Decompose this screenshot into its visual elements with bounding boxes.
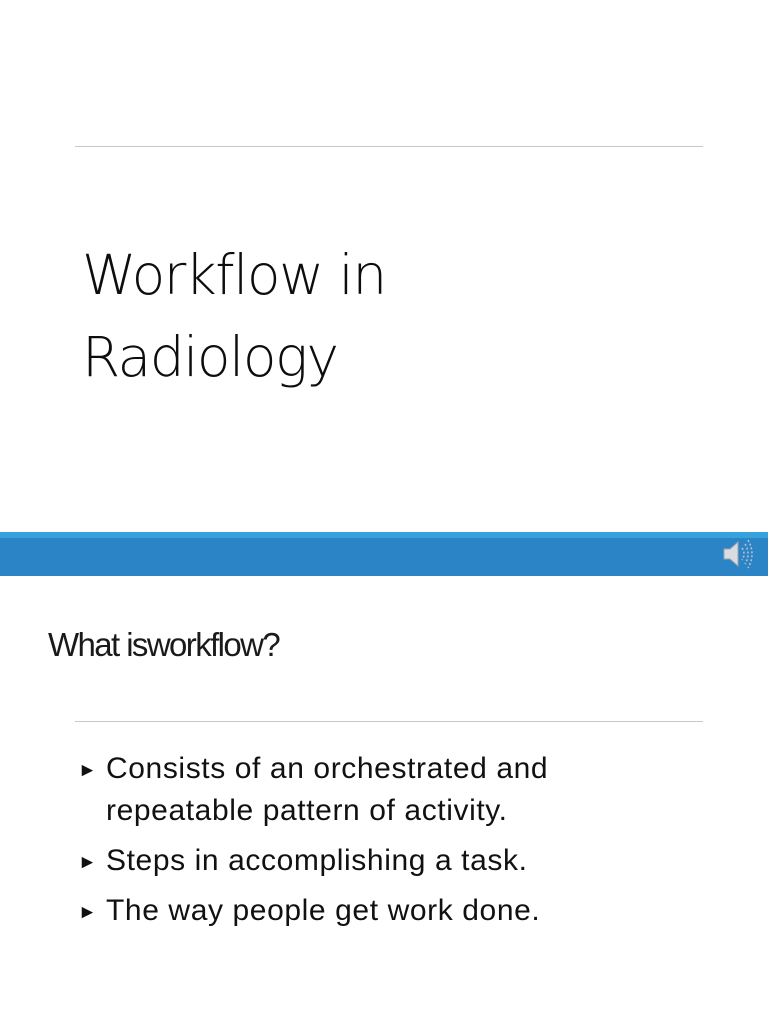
bullet-item <box>78 890 598 932</box>
slide-title <box>82 234 386 398</box>
content-title: What isworkflow? <box>48 626 280 663</box>
bullet-text: The way people get work done. <box>106 894 541 927</box>
bullet-list <box>78 748 598 940</box>
bullet-item <box>78 748 598 832</box>
bullet-text: Steps in accomplishing a task. <box>106 844 528 877</box>
slide-title-line-1: Workflow in <box>82 243 386 307</box>
bullet-arrow-icon: ► <box>78 902 98 923</box>
title-divider <box>75 146 703 147</box>
slide-title-line-2: Radiology <box>82 325 338 389</box>
bullet-text: Consists of an orchestrated and repeatable pattern of activity. <box>106 752 549 827</box>
content-slide <box>0 576 768 1024</box>
speaker-icon[interactable] <box>720 534 756 574</box>
bullet-item <box>78 840 598 882</box>
band-highlight <box>0 532 768 538</box>
bullet-arrow-icon: ► <box>78 760 98 781</box>
content-divider <box>75 721 703 722</box>
bullet-arrow-icon: ► <box>78 852 98 873</box>
slide-separator-band <box>0 532 768 576</box>
